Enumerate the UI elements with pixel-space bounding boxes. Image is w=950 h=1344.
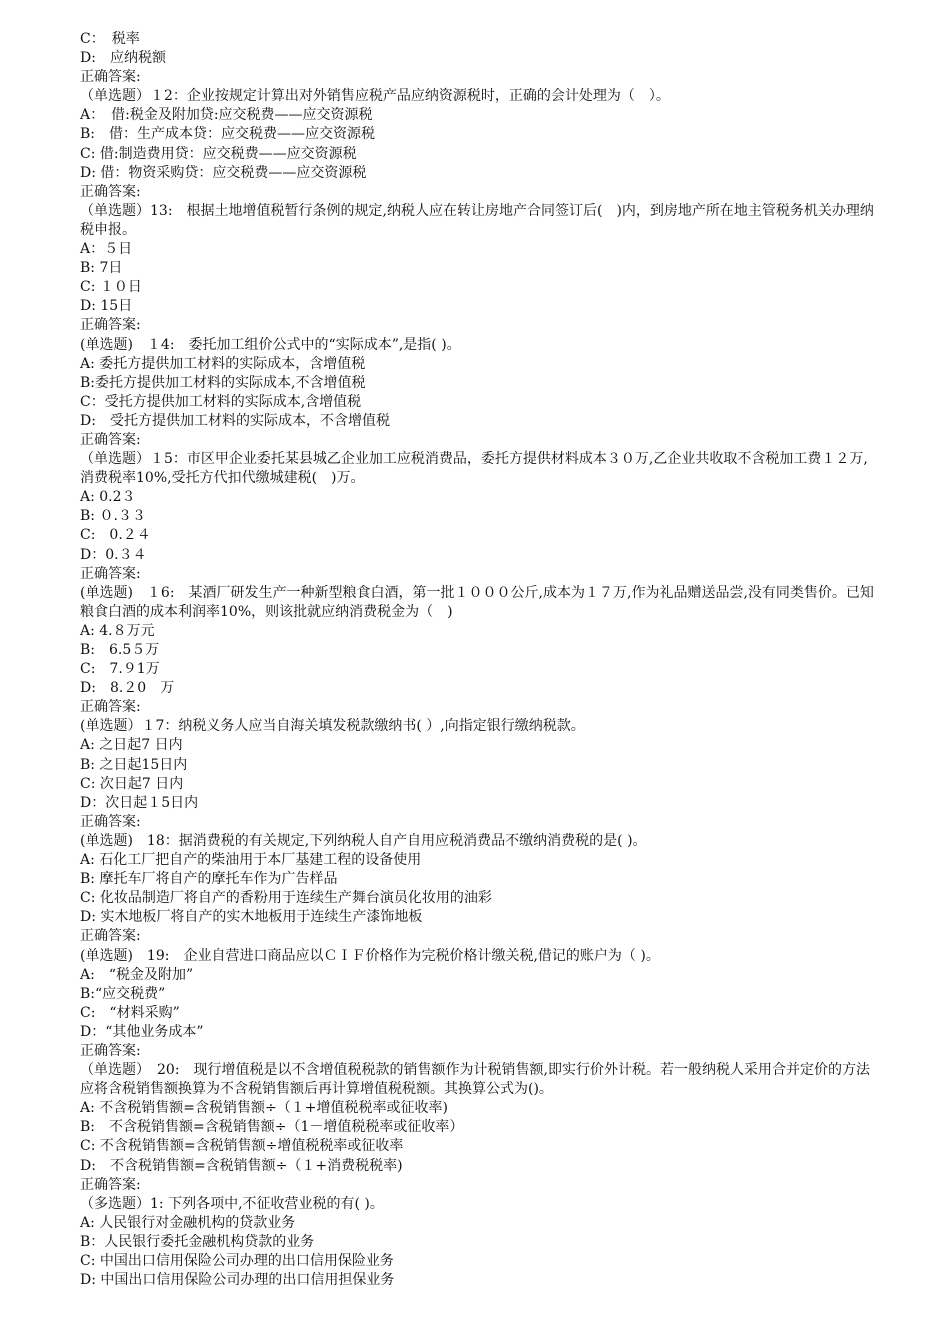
answer-label: 正确答案: (80, 928, 141, 945)
question-text: (单选题) １4: 委托加工组价公式中的“实际成本”,是指( )。 (80, 336, 461, 353)
option-line: C: 7.９1万 (80, 661, 160, 678)
option-line: A: “税金及附加” (80, 966, 194, 983)
option-line: A: 0.2３ (80, 489, 136, 506)
option-line: B：人民银行委托金融机构贷款的业务 (80, 1233, 315, 1250)
answer-label: 正确答案: (80, 699, 141, 716)
option-line: D: 不含税销售额=含税销售额÷（１+消费税税率) (80, 1157, 403, 1174)
answer-label: 正确答案: (80, 317, 141, 334)
answer-label: 正确答案: (80, 565, 141, 582)
option-line: C： 税率 (80, 31, 140, 47)
option-line: B: 6.5５万 (80, 642, 160, 658)
option-line: B: 不含税销售额=含税销售额÷（1－增值税税率或征收率） (80, 1119, 464, 1136)
question-text: (单选题) １6: 某酒厂研发生产一种新型粮食白酒，第一批１０００公斤,成本为１７万,作为礼品赠送品尝,没有同类售价。已知粮食白酒的成本利润率10%，则该批就应纳消费税金为（ ) (80, 584, 874, 620)
question-text: （单选题）１5：市区甲企业委托某县城乙企业加工应税消费品，委托方提供材料成本３０万,乙企业共收取不含税加工费１２万,消费税率10%,受托方代扣代缴城建税( )万。 (80, 451, 868, 487)
answer-label: 正确答案: (80, 1042, 141, 1059)
option-line: D: 受托方提供加工材料的实际成本，不含增值税 (80, 412, 390, 429)
option-line: A: 4.８万元 (80, 622, 155, 639)
option-line: C: 借:制造费用贷：应交税费——应交资源税 (80, 145, 357, 162)
question-text: (单选题) 18：据消费税的有关规定,下列纳税人自产自用应税消费品不缴纳消费税的是( )。 (80, 832, 647, 849)
option-line: C: 中国出口信用保险公司办理的出口信用保险业务 (80, 1253, 394, 1269)
option-line: B: 借：生产成本贷：应交税费——应交资源税 (80, 126, 376, 143)
option-line: C: “材料采购” (80, 1004, 180, 1021)
question-text: （单选题）13: 根据土地增值税暂行条例的规定,纳税人应在转让房地产合同签订后( )内，到房地产所在地主管税务机关办理纳税申报。 (80, 202, 874, 238)
option-line: C：受托方提供加工材料的实际成本,含增值税 (80, 393, 362, 410)
answer-label: 正确答案: (80, 183, 141, 200)
option-line: B:委托方提供加工材料的实际成本,不含增值税 (80, 374, 366, 391)
option-line: A: 石化工厂把自产的柴油用于本厂基建工程的设备使用 (80, 852, 422, 869)
option-line: D: 8.２0 万 (80, 680, 175, 697)
option-line: C: 次日起7 日内 (80, 775, 184, 792)
option-line: D：0.３４ (80, 546, 147, 563)
answer-label: 正确答案: (80, 69, 141, 86)
answer-label: 正确答案: (80, 813, 141, 830)
option-line: B:“应交税费” (80, 985, 166, 1002)
option-line: D：次日起１5日内 (80, 794, 199, 811)
option-line: A: 委托方提供加工材料的实际成本，含增值税 (80, 355, 366, 372)
option-line: D: 15日 (80, 298, 133, 315)
option-line: B: 摩托车厂将自产的摩托车作为广告样品 (80, 871, 338, 888)
option-line: D: 实木地板厂将自产的实木地板用于连续生产漆饰地板 (80, 909, 423, 926)
option-line: D：“其他业务成本” (80, 1023, 204, 1040)
option-line: B: 之日起15日内 (80, 756, 188, 773)
option-line: C: 化妆品制造厂将自产的香粉用于连续生产舞台演员化妆用的油彩 (80, 890, 492, 907)
option-line: B: 7日 (80, 260, 123, 277)
option-line: C: 不含税销售额=含税销售额÷增值税税率或征收率 (80, 1138, 404, 1155)
question-text: （单选题） 20: 现行增值税是以不含增值税税款的销售额作为计税销售额,即实行价外计税。若一般纳税人采用合并定价的方法应将含税销售额换算为不含税销售额后再计算增值税税额。其换算公式为()。 (80, 1062, 870, 1098)
question-text: (单选题) 19: 企业自营进口商品应以ＣＩＦ价格作为完税价格计缴关税,借记的账户为（ )。 (80, 947, 660, 964)
answer-label: 正确答案: (80, 431, 141, 448)
option-line: C: １０日 (80, 279, 142, 296)
option-line: D: 借：物资采购贷：应交税费——应交资源税 (80, 164, 367, 181)
option-line: A: 人民银行对金融机构的贷款业务 (80, 1214, 296, 1231)
option-line: A: 之日起7 日内 (80, 737, 183, 754)
option-line: D: 应纳税额 (80, 50, 166, 67)
option-line: B: ０.３３ (80, 508, 146, 525)
answer-label: 正确答案: (80, 1176, 141, 1193)
question-text: （单选题）１2：企业按规定计算出对外销售应税产品应纳资源税时，正确的会计处理为（ ）。 (80, 88, 670, 105)
option-line: D: 中国出口信用保险公司办理的出口信用担保业务 (80, 1272, 395, 1289)
option-line: A： 借:税金及附加贷:应交税费——应交资源税 (80, 107, 373, 124)
option-line: A：５日 (80, 241, 133, 258)
question-text: （多选题）1: 下列各项中,不征收营业税的有( )。 (80, 1195, 384, 1212)
option-line: C: 0.２４ (80, 527, 151, 544)
question-text: (单选题）１7：纳税义务人应当自海关填发税款缴纳书( ）,向指定银行缴纳税款。 (80, 718, 585, 735)
option-line: A: 不含税销售额=含税销售额÷（１+增值税税率或征收率) (80, 1100, 448, 1117)
